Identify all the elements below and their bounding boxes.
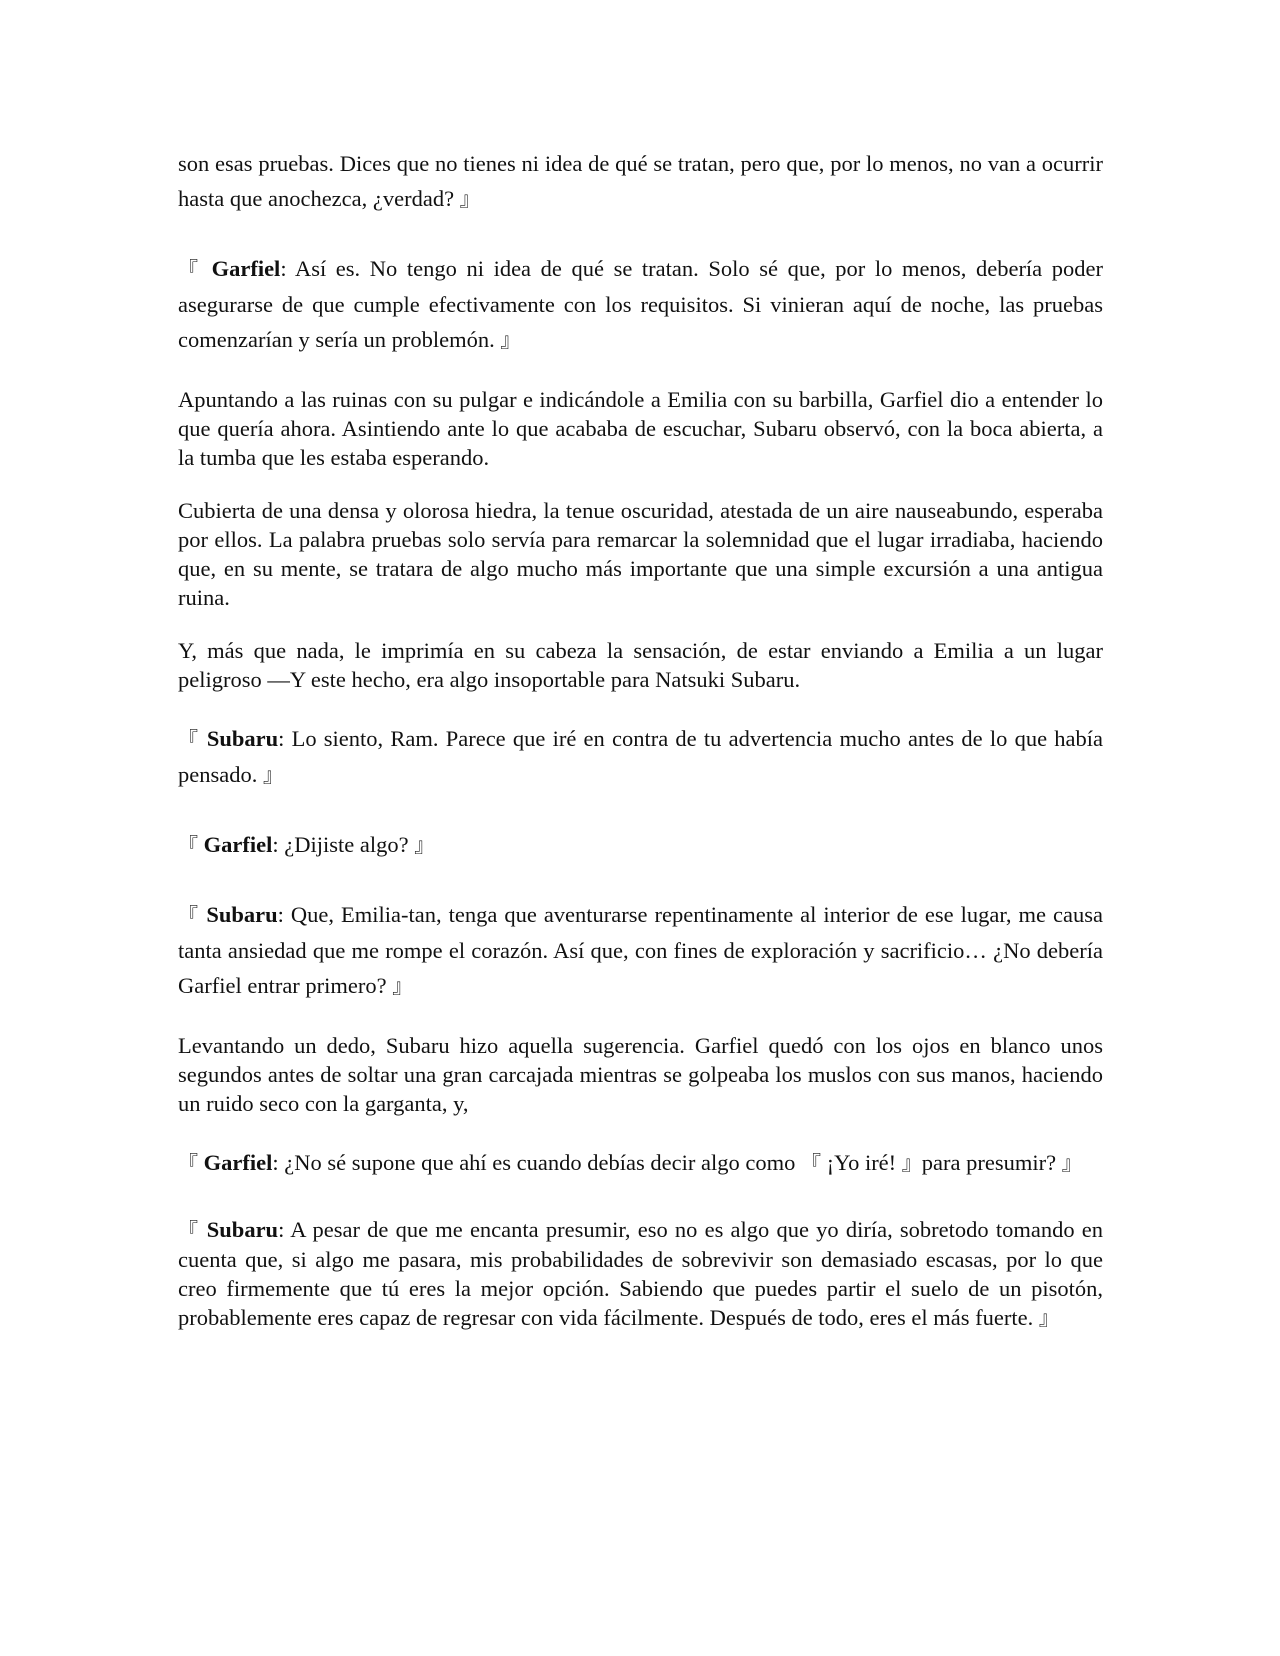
dialog-text-after: para presumir? <box>921 1150 1057 1175</box>
dialog-subaru-2 <box>178 897 1103 1004</box>
dialog-text: : Lo siento, Ram. Parece que iré en contra de tu advertencia mucho antes de lo que había pensado. <box>178 726 1103 787</box>
open-quote-bracket: 『 <box>178 257 202 281</box>
close-quote-bracket: 』 <box>392 974 413 998</box>
speaker-name: Garfiel <box>211 256 281 281</box>
dialog-text: : Así es. No tengo ni idea de qué se tratan. Solo sé que, por lo menos, debería poder asegurarse de que cumple efectivamente con los requisitos. Si vinieran aquí de noche, las pruebas comenzarían y sería un problemón. <box>178 256 1104 352</box>
speaker-name: Garfiel <box>203 1150 273 1175</box>
inner-open-quote-bracket: 『 <box>800 1151 821 1175</box>
speaker-name: Subaru <box>206 726 279 751</box>
dialog-subaru-1 <box>178 721 1103 793</box>
inner-quote-text: ¡Yo iré! <box>820 1150 902 1175</box>
open-quote-bracket: 『 <box>178 1218 200 1242</box>
open-quote-bracket: 『 <box>178 727 200 751</box>
dialog-text: : ¿Dijiste algo? <box>272 832 409 857</box>
close-quote-bracket: 』 <box>1038 1306 1059 1330</box>
dialog-text: : Que, Emilia-tan, tenga que aventurarse repentinamente al interior de ese lugar, me causa tanta ansiedad que me rompe el corazón. Así que, con fines de exploración y sacrificio… ¿No debería Garfiel entrar primero? <box>178 902 1104 998</box>
narration-paragraph: Cubierta de una densa y olorosa hiedra, la tenue oscuridad, atestada de un aire nauseabundo, esperaba por ellos. La palabra pruebas solo servía para remarcar la solemnidad que el lugar irradiaba, haciendo que, en su mente, se tratara de algo mucho más importante que una simple excursión a una antigua ruina. <box>178 498 1103 610</box>
speaker-name: Garfiel <box>203 832 273 857</box>
dialog-text: : A pesar de que me encanta presumir, eso no es algo que yo diría, sobretodo tomando en cuenta que, si algo me pasara, mis probabilidades de sobrevivir son demasiado escasas, por lo que creo firmemente que tú eres la mejor opción. Sabiendo que puedes partir el suelo de un pisotón, probablemente eres capaz de regresar con vida fácilmente. Después de todo, eres el más fuerte. <box>178 1217 1104 1330</box>
open-quote-bracket: 『 <box>178 1151 198 1175</box>
narration-paragraph: Y, más que nada, le imprimía en su cabeza la sensación, de estar enviando a Emilia a un lugar peligroso —Y este hecho, era algo insoportable para Natsuki Subaru. <box>178 638 1103 692</box>
open-quote-bracket: 『 <box>178 903 200 927</box>
paragraph-text: son esas pruebas. Dices que no tienes ni idea de qué se tratan, pero que, por lo menos, no van a ocurrir hasta que anochezca, ¿verdad? <box>178 151 1103 211</box>
close-quote-bracket: 』 <box>1061 1151 1082 1175</box>
speaker-name: Subaru <box>206 1217 279 1242</box>
narration-paragraph: Levantando un dedo, Subaru hizo aquella sugerencia. Garfiel quedó con los ojos en blanco unos segundos antes de soltar una gran carcajada mientras se golpeaba los muslos con sus manos, haciendo un ruido seco con la garganta, y, <box>178 1033 1103 1116</box>
dialog-garfiel-3 <box>178 1145 1103 1181</box>
dialog-garfiel-2 <box>178 827 1103 863</box>
open-quote-bracket: 『 <box>178 833 198 857</box>
inner-close-quote-bracket: 』 <box>901 1151 922 1175</box>
paragraph-continuation <box>178 146 1103 217</box>
dialog-garfiel-1 <box>178 251 1103 358</box>
close-quote-bracket: 』 <box>500 328 521 352</box>
document-page <box>178 146 1103 1333</box>
dialog-text: : ¿No sé supone que ahí es cuando debías decir algo como <box>272 1150 801 1175</box>
close-quote-bracket: 』 <box>262 763 283 787</box>
narration-paragraph: Apuntando a las ruinas con su pulgar e indicándole a Emilia con su barbilla, Garfiel dio a entender lo que quería ahora. Asintiendo ante lo que acababa de escuchar, Subaru observó, con la boca abierta, a la tumba que les estaba esperando. <box>178 387 1103 470</box>
close-quote-bracket: 』 <box>459 187 480 211</box>
dialog-subaru-3 <box>178 1215 1103 1333</box>
speaker-name: Subaru <box>206 902 278 927</box>
close-quote-bracket: 』 <box>414 833 435 857</box>
